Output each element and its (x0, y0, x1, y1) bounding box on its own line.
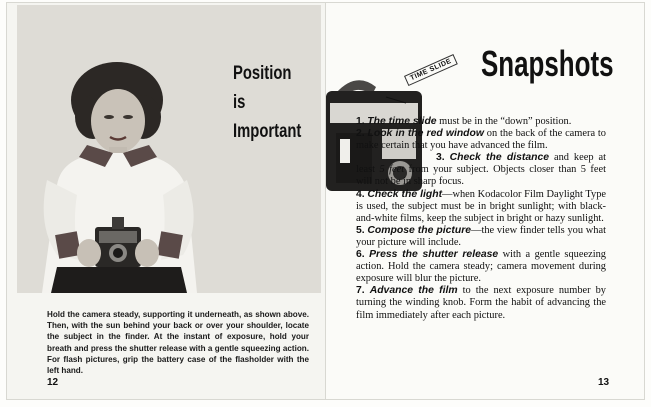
step-number: 4. (356, 188, 365, 200)
woman-with-camera-photo (17, 5, 321, 293)
heading-line-3: Important (233, 121, 302, 142)
instructions (356, 116, 606, 322)
step-text: on the back of the camera to make certain that you have advanced the film. (356, 128, 606, 152)
step-number: 6. (356, 249, 365, 261)
page-number-right: 13 (598, 377, 610, 388)
step-6 (356, 249, 606, 285)
step-text: and keep at least (356, 152, 606, 176)
time-slide-tag: TIME SLIDE (404, 54, 458, 86)
woman-with-camera-illustration (17, 5, 321, 293)
step-number: 2. (356, 128, 365, 140)
step-emphasis: 5 feet (379, 164, 405, 176)
page-number-left: 12 (47, 377, 59, 388)
step-text-cont: from your subject. Objects closer than 5 feet will not be in sharp focus. (356, 164, 606, 188)
step-key: The time slide (367, 116, 437, 127)
position-heading (233, 59, 303, 146)
step-5 (356, 225, 606, 249)
step-text: —when Kodacolor Film Daylight Type is used, the subject must be in bright sunlight; with black-and-white films, keep the subject in bright or hazy sunlight. (356, 188, 606, 224)
right-page (326, 2, 645, 400)
step-4 (356, 189, 606, 225)
left-page (6, 2, 326, 400)
step-key: Advance the film (369, 285, 458, 297)
step-key: Check the light (367, 188, 443, 200)
step-3 (356, 152, 606, 188)
step-key: Compose the picture (367, 224, 472, 236)
step-number: 3. (436, 152, 445, 164)
step-text: to the next exposure number by turning the winding knob. Form the habit of advancing the film immediately after each picture. (356, 285, 606, 321)
step-number: 5. (356, 224, 365, 236)
step-2 (356, 128, 606, 152)
step-key: Check the distance (449, 152, 550, 164)
step-text: must be in the “down” position. (436, 116, 572, 127)
step-key: Look in the red window (367, 128, 484, 140)
snapshots-title: Snapshots (481, 43, 614, 84)
step-number: 7. (356, 285, 365, 297)
step-1 (356, 116, 606, 128)
step-number: 1. (356, 116, 365, 127)
heading-line-2: is (233, 92, 246, 113)
step-key: Press the shutter release (369, 249, 499, 261)
photo-caption: Hold the camera steady, supporting it underneath, as shown above. Then, with the sun behind your back or over your shoulder, locate the subject in the finder. At the instant of exposure, hold your breath and press the shutter release with a gentle squeezing action. For flash pictures, grip the battery case of the flasholder with the left hand. (47, 310, 309, 376)
step-7 (356, 285, 606, 321)
step-text: with a gentle squeezing action. Hold the camera steady; camera movement during exposure will blur the picture. (356, 249, 606, 285)
step-text: —the view finder tells you what your picture will include. (356, 224, 606, 248)
heading-line-1: Position (233, 63, 292, 84)
